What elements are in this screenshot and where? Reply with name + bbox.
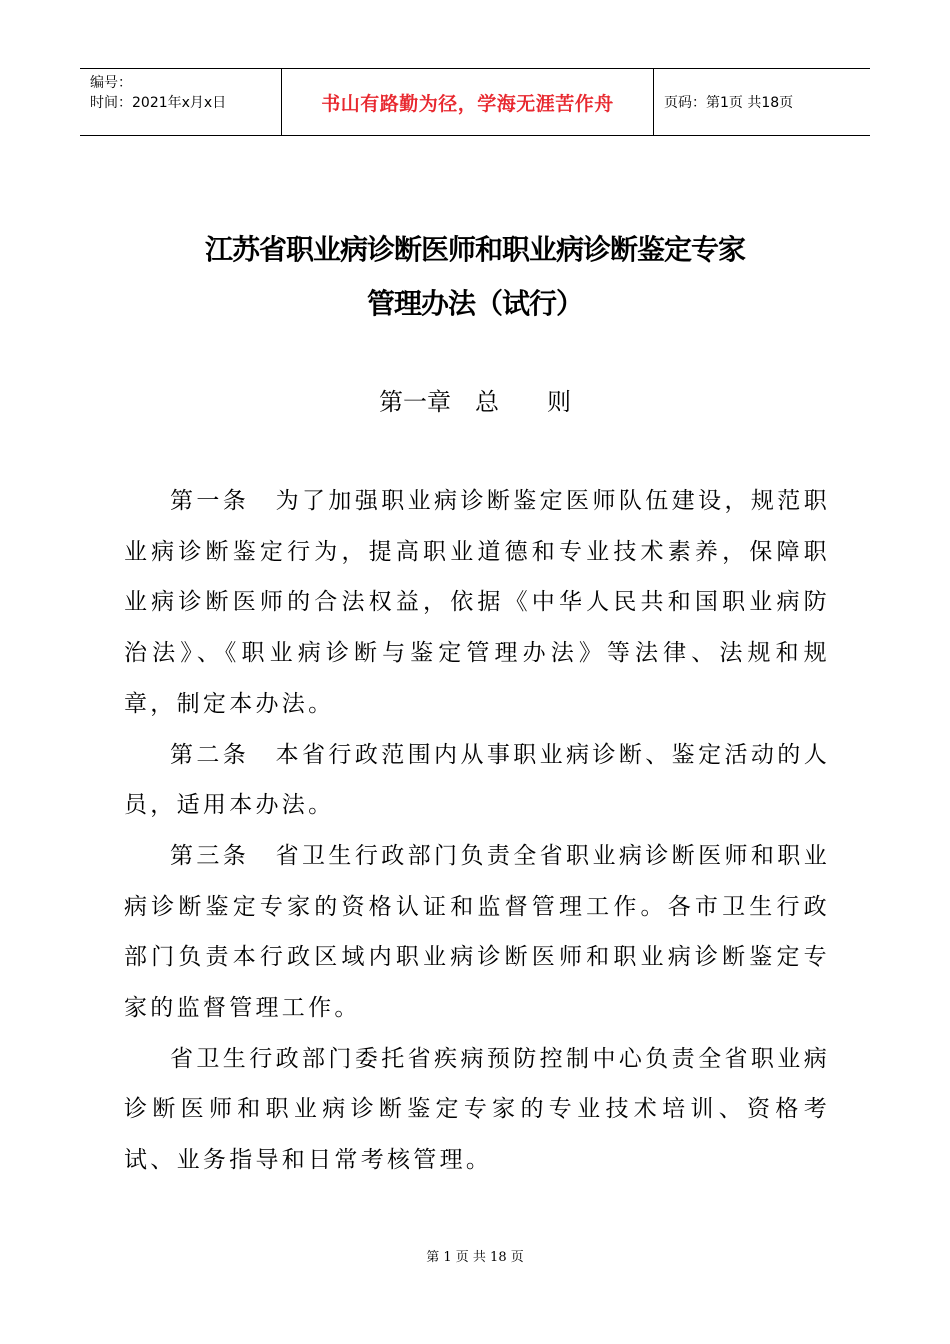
document-time: 时间：2021年x月x日 (90, 95, 227, 111)
header-meta (80, 69, 282, 135)
header-motto: 书山有路勤为径，学海无涯苦作舟 (282, 69, 654, 135)
page-footer: 第 1 页 共 18 页 (426, 1250, 524, 1265)
document-number: 编号： (90, 75, 132, 91)
paragraph-article-3: 第三条 省卫生行政部门负责全省职业病诊断医师和职业病诊断鉴定专家的资格认证和监督管理工作。各市卫生行政部门负责本行政区域内职业病诊断医师和职业病诊断鉴定专家的监督管理工作。 (124, 842, 830, 1022)
page-header (80, 68, 870, 136)
paragraph-article-2: 第二条 本省行政范围内从事职业病诊断、鉴定活动的人员，适用本办法。 (124, 741, 830, 819)
header-page-info: 页码：第1页 共18页 (664, 95, 794, 111)
document-title-line-2: 管理办法（试行） (366, 287, 583, 320)
paragraph-article-1: 第一条 为了加强职业病诊断鉴定医师队伍建设，规范职业病诊断鉴定行为，提高职业道德和专业技术素养，保障职业病诊断医师的合法权益，依据《中华人民共和国职业病防治法》、《职业病诊断与鉴定管理办法》等法律、法规和规章，制定本办法。 (124, 488, 830, 717)
chapter-heading: 第一章 总 则 (379, 388, 571, 416)
paragraph-article-3-cont: 省卫生行政部门委托省疾病预防控制中心负责全省职业病诊断医师和职业病诊断鉴定专家的专业技术培训、资格考试、业务指导和日常考核管理。 (124, 1045, 830, 1174)
document-title-line-1: 江苏省职业病诊断医师和职业病诊断鉴定专家 (204, 233, 745, 266)
document-body (124, 476, 830, 1186)
